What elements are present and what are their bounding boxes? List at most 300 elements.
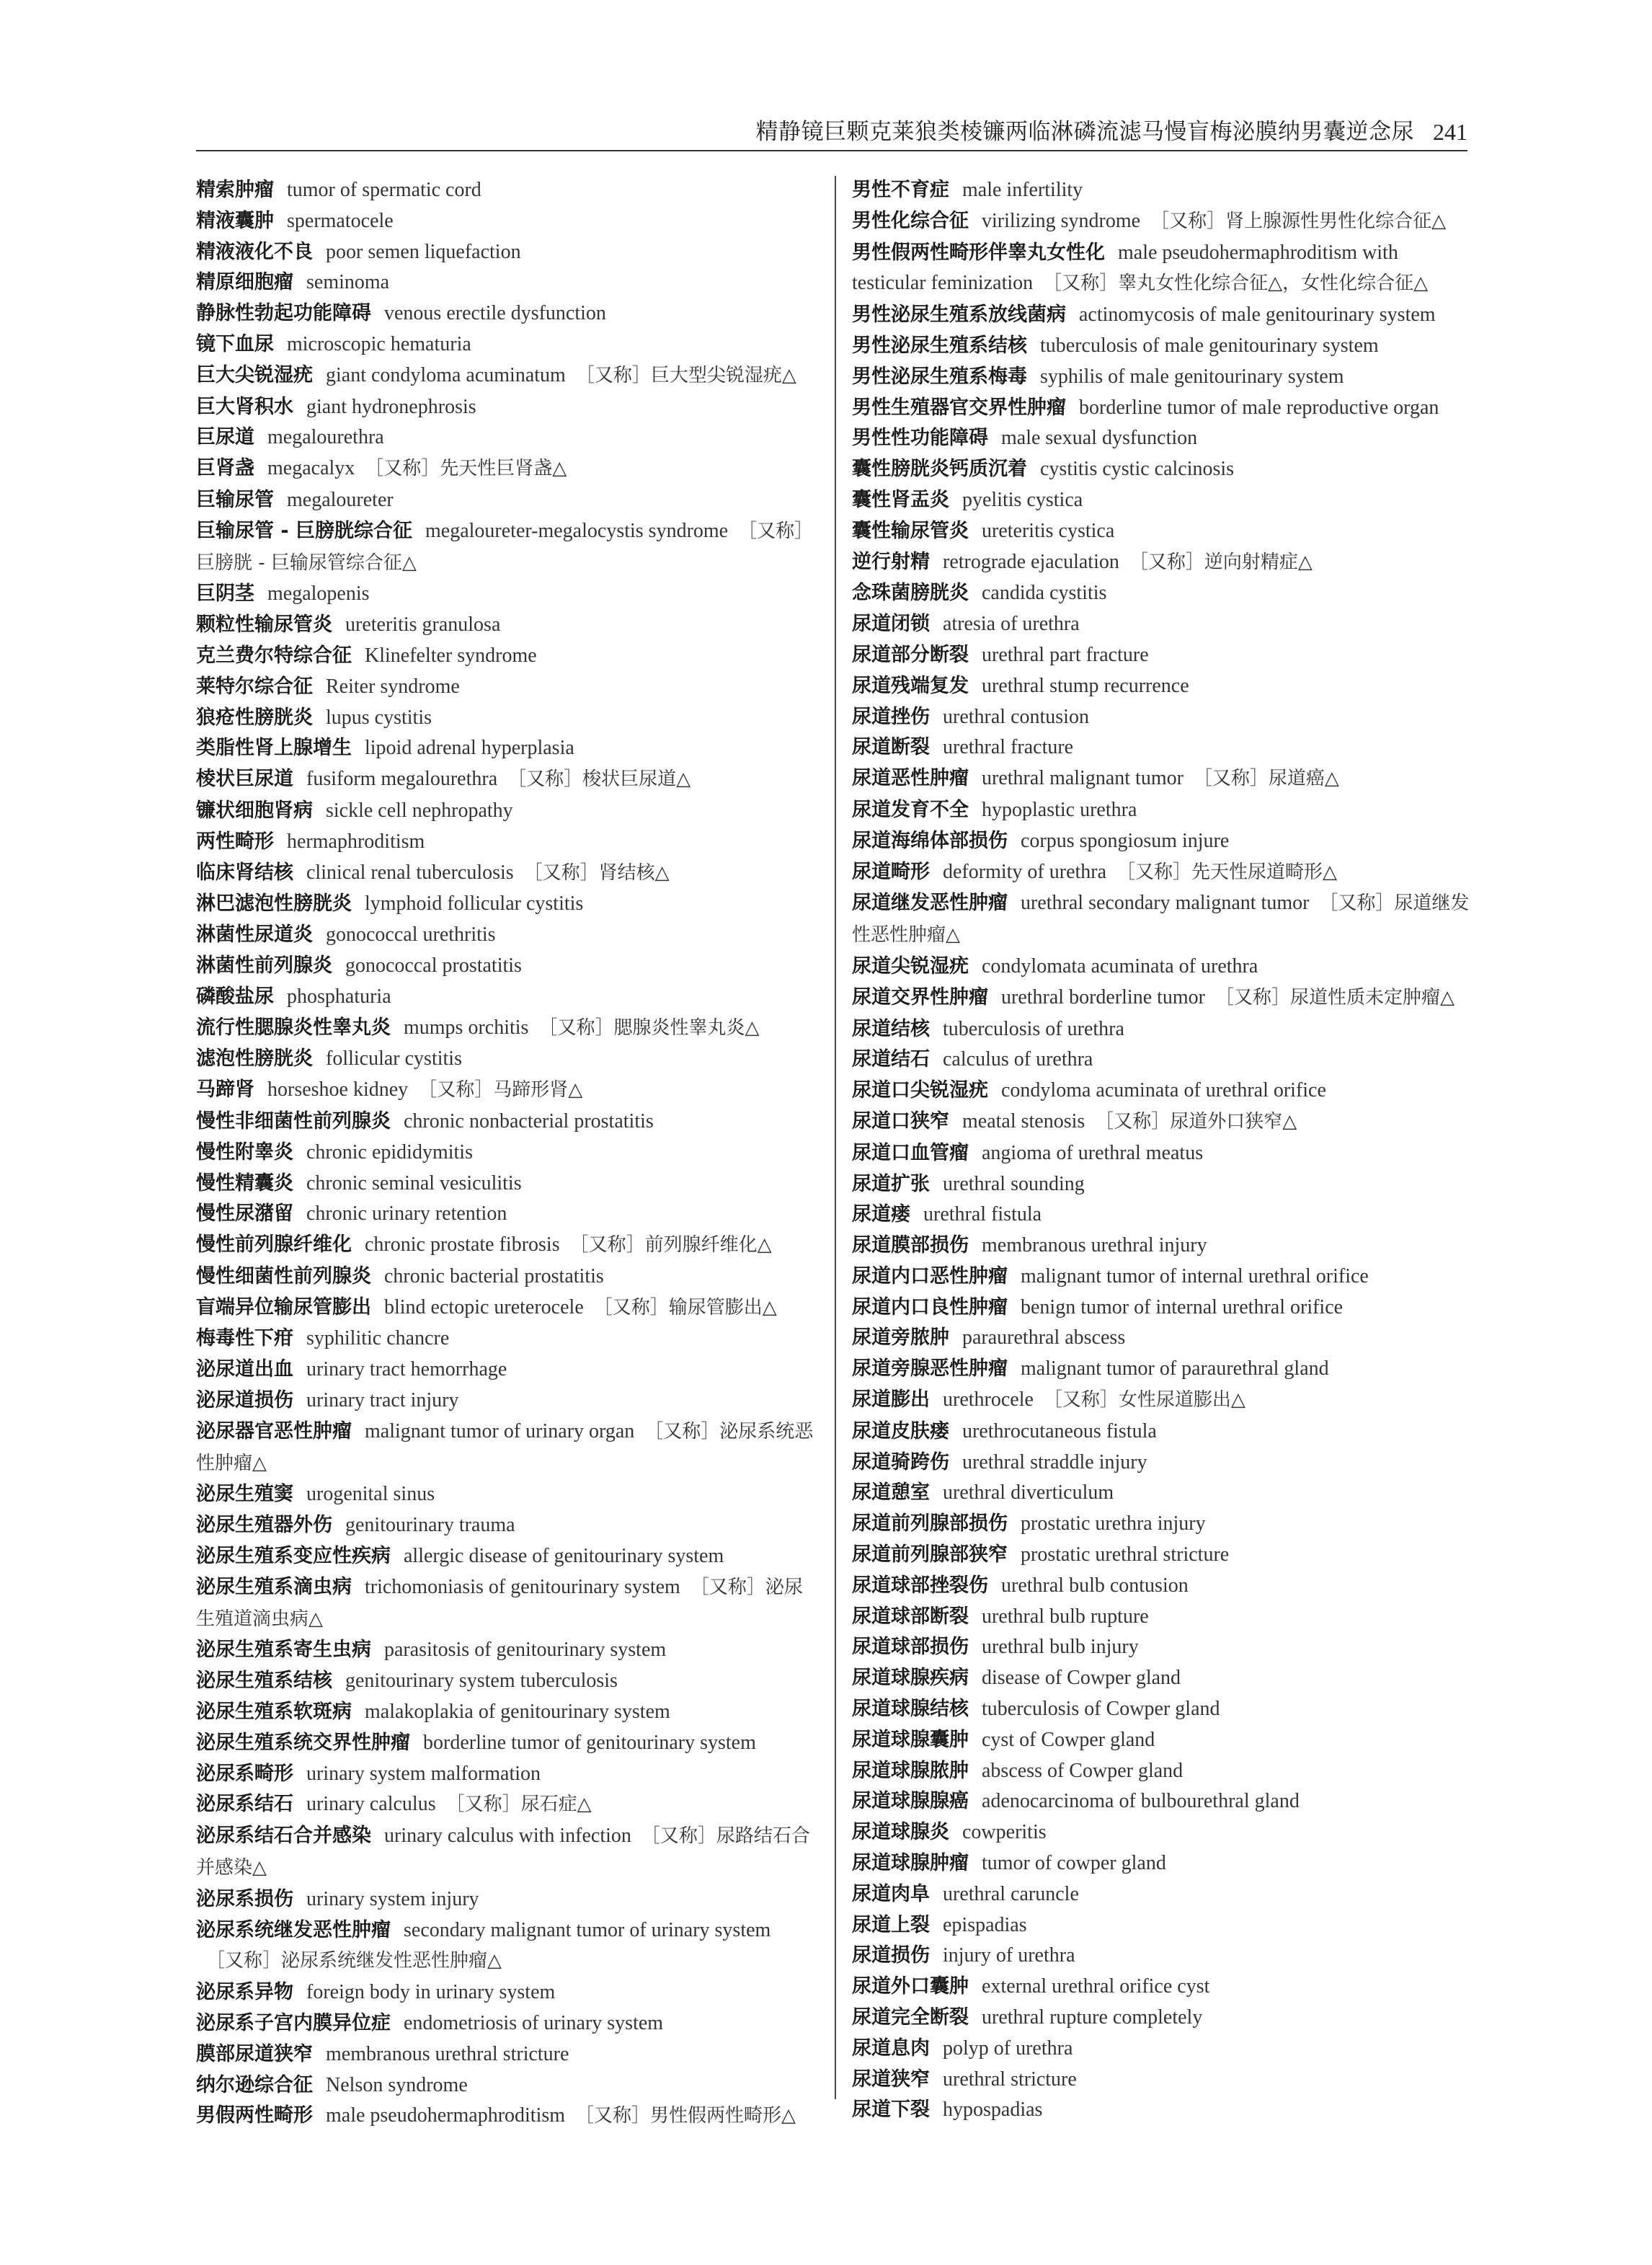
term-chinese: 巨阴茎 — [196, 582, 254, 606]
term-chinese: 淋巴滤泡性膀胱炎 — [196, 892, 352, 916]
term-chinese: 磷酸盐尿 — [196, 985, 274, 1008]
term-synonym: ［又称］输尿管膨出△ — [593, 1296, 777, 1318]
glossary-entry — [196, 1696, 816, 1727]
term-synonym: ［又称］泌尿生殖道滴虫病△ — [196, 1576, 803, 1630]
glossary-entry — [196, 1510, 816, 1541]
glossary-entry — [852, 1416, 1472, 1447]
glossary-entry — [196, 1385, 816, 1416]
term-english: tumor of cowper gland — [982, 1852, 1166, 1875]
term-chinese: 泌尿道损伤 — [196, 1389, 293, 1412]
glossary-entry — [196, 1261, 816, 1292]
term-english: lupus cystitis — [326, 706, 432, 729]
column-divider — [835, 176, 836, 2099]
term-english: phosphaturia — [287, 985, 391, 1008]
glossary-entry — [196, 919, 816, 950]
term-english: urethral stump recurrence — [982, 674, 1189, 697]
glossary-entry — [196, 671, 816, 702]
term-chinese: 泌尿系结石 — [196, 1793, 293, 1816]
term-english: malignant tumor of urinary organ — [365, 1419, 635, 1442]
term-english: genitourinary trauma — [345, 1514, 515, 1537]
term-synonym: ［又称］尿路结石合并感染△ — [196, 1825, 810, 1879]
glossary-entry — [852, 1384, 1472, 1416]
term-english: tumor of spermatic cord — [287, 179, 481, 201]
term-english: venous erectile dysfunction — [384, 302, 606, 325]
glossary-entry — [852, 237, 1472, 300]
term-synonym: ［又称］尿道癌△ — [1193, 768, 1339, 790]
glossary-entry — [196, 1012, 816, 1044]
term-english: Reiter syndrome — [326, 675, 460, 698]
term-english: ureteritis granulosa — [345, 613, 501, 637]
term-english: ureteritis cystica — [982, 519, 1115, 542]
glossary-entry — [196, 515, 816, 579]
term-chinese: 泌尿生殖系变应性疾病 — [196, 1545, 391, 1568]
term-english: angioma of urethral meatus — [982, 1141, 1204, 1164]
term-chinese: 尿道息肉 — [852, 2036, 930, 2060]
glossary-entry — [196, 2008, 816, 2039]
term-chinese: 尿道口血管瘤 — [852, 1141, 969, 1164]
glossary-entry — [852, 1601, 1472, 1632]
term-chinese: 镰状细胞肾病 — [196, 799, 313, 822]
term-chinese: 精原细胞瘤 — [196, 271, 293, 294]
term-english: megacalyx — [267, 457, 355, 480]
term-english: condylomata acuminata of urethra — [982, 954, 1258, 978]
term-english: parasitosis of genitourinary system — [384, 1639, 667, 1662]
term-english: fusiform megalourethra — [306, 768, 498, 791]
term-synonym: ［又称］腮腺炎性睾丸炎△ — [538, 1016, 760, 1039]
glossary-entry — [852, 1014, 1472, 1045]
glossary-entry — [196, 1137, 816, 1168]
glossary-entry — [852, 361, 1472, 392]
term-english: prostatic urethral stricture — [1021, 1543, 1230, 1566]
glossary-entry — [852, 1570, 1472, 1601]
term-synonym: ［又称］肾结核△ — [523, 861, 670, 884]
term-english: external urethral orifice cyst — [982, 1975, 1210, 1998]
glossary-entry — [196, 453, 816, 484]
term-synonym: ［又称］女性尿道膨出△ — [1043, 1389, 1245, 1411]
term-chinese: 莱特尔综合征 — [196, 675, 313, 698]
term-chinese: 男性不育症 — [852, 179, 949, 201]
term-chinese: 克兰费尔特综合征 — [196, 644, 352, 667]
glossary-entry — [852, 1508, 1472, 1539]
term-english: virilizing syndrome — [982, 209, 1141, 232]
glossary-entry — [196, 1416, 816, 1479]
glossary-entry — [852, 608, 1472, 639]
term-synonym: ［又称］尿道继发性恶性肿瘤△ — [852, 892, 1470, 947]
term-english: malignant tumor of internal urethral orifice — [1021, 1264, 1369, 1287]
term-chinese: 囊性肾盂炎 — [852, 488, 949, 511]
term-chinese: 尿道结石 — [852, 1048, 930, 1071]
glossary-entry — [196, 391, 816, 422]
term-english: cowperitis — [962, 1821, 1047, 1844]
glossary-entry — [852, 1971, 1472, 2002]
header-title: 精静镜巨颗克莱狼类棱镰两临淋磷流滤马慢盲梅泌膜纳男囊逆念尿 — [755, 119, 1414, 145]
glossary-entry — [196, 174, 816, 205]
term-english: chronic nonbacterial prostatitis — [404, 1109, 654, 1132]
term-synonym: ［又称］马蹄形肾△ — [418, 1079, 583, 1102]
term-chinese: 尿道球腺囊肿 — [852, 1728, 969, 1751]
term-chinese: 慢性前列腺纤维化 — [196, 1233, 352, 1256]
term-synonym: ［又称］前列腺纤维化△ — [569, 1234, 772, 1256]
glossary-entry — [852, 1292, 1472, 1323]
glossary-entry — [196, 1915, 816, 1977]
glossary-entry — [852, 982, 1472, 1014]
term-english: chronic seminal vesiculitis — [306, 1171, 522, 1194]
term-chinese: 膜部尿道狭窄 — [196, 2042, 313, 2065]
term-chinese: 慢性附睾炎 — [196, 1140, 293, 1163]
term-english: foreign body in urinary system — [306, 1981, 556, 2004]
term-english: urogenital sinus — [306, 1483, 435, 1506]
term-chinese: 男性假两性畸形伴睾丸女性化 — [852, 241, 1105, 264]
term-english: lipoid adrenal hyperplasia — [365, 737, 574, 760]
term-chinese: 尿道扩张 — [852, 1172, 930, 1195]
term-english: urethral fistula — [923, 1203, 1042, 1226]
term-chinese: 泌尿系损伤 — [196, 1887, 293, 1910]
term-synonym: ［又称］巨膀胱 - 巨输尿管综合征△ — [196, 520, 814, 574]
glossary-entry — [852, 2002, 1472, 2033]
term-english: cystitis cystic calcinosis — [1040, 458, 1235, 481]
glossary-entry — [196, 1074, 816, 1106]
term-chinese: 梅毒性下疳 — [196, 1327, 293, 1350]
glossary-entry — [196, 2039, 816, 2070]
term-english: cyst of Cowper gland — [982, 1728, 1155, 1751]
term-chinese: 泌尿系结石合并感染 — [196, 1825, 371, 1848]
term-english: abscess of Cowper gland — [982, 1759, 1184, 1782]
term-english: disease of Cowper gland — [982, 1667, 1181, 1690]
term-chinese: 尿道交界性肿瘤 — [852, 985, 988, 1009]
term-english: adenocarcinoma of bulbourethral gland — [982, 1790, 1300, 1813]
term-synonym: ［又称］先天性尿道畸形△ — [1116, 861, 1338, 883]
term-chinese: 泌尿器官恶性肿瘤 — [196, 1419, 352, 1442]
term-chinese: 纳尔逊综合征 — [196, 2073, 313, 2096]
glossary-entry — [196, 702, 816, 733]
page-number: 241 — [1433, 119, 1467, 145]
glossary-entry — [852, 1879, 1472, 1910]
term-english: deformity of urethra — [943, 860, 1107, 883]
term-chinese: 尿道闭锁 — [852, 613, 930, 636]
term-chinese: 精液液化不良 — [196, 240, 313, 263]
term-english: clinical renal tuberculosis — [306, 861, 514, 884]
term-chinese: 泌尿生殖系滴虫病 — [196, 1575, 352, 1598]
glossary-entry — [852, 174, 1472, 205]
glossary-entry — [196, 1884, 816, 1915]
glossary-entry — [852, 1447, 1472, 1478]
term-english: hypoplastic urethra — [982, 798, 1137, 821]
glossary-entry — [196, 1292, 816, 1324]
term-chinese: 尿道骑跨伤 — [852, 1450, 949, 1473]
glossary-entry — [196, 1727, 816, 1758]
term-chinese: 尿道球部损伤 — [852, 1636, 969, 1659]
term-english: trichomoniasis of genitourinary system — [365, 1575, 680, 1598]
term-chinese: 尿道球部断裂 — [852, 1605, 969, 1628]
term-chinese: 精索肿瘤 — [196, 179, 274, 201]
term-chinese: 男性化综合征 — [852, 209, 969, 232]
term-english: urethral part fracture — [982, 643, 1149, 666]
term-english: blind ectopic ureterocele — [384, 1295, 584, 1318]
term-english: Nelson syndrome — [326, 2073, 468, 2096]
glossary-entry — [852, 1755, 1472, 1786]
term-chinese: 尿道海绵体部损伤 — [852, 829, 1008, 852]
term-chinese: 泌尿系统继发恶性肿瘤 — [196, 1918, 391, 1941]
glossary-entry — [196, 2070, 816, 2101]
term-english: endometriosis of urinary system — [404, 2012, 664, 2035]
term-english: tuberculosis of Cowper gland — [982, 1698, 1220, 1721]
term-chinese: 巨输尿管 — [196, 488, 274, 511]
term-chinese: 尿道挫伤 — [852, 705, 930, 728]
term-english: urethral fracture — [943, 736, 1074, 759]
term-english: gonococcal urethritis — [326, 923, 496, 947]
glossary-entry — [196, 1479, 816, 1510]
right-column — [852, 174, 1472, 2125]
term-english: urinary tract injury — [306, 1389, 459, 1412]
term-chinese: 泌尿生殖窦 — [196, 1483, 293, 1506]
term-chinese: 尿道完全断裂 — [852, 2006, 969, 2029]
term-english: megaloureter — [287, 488, 394, 511]
term-synonym: ［又称］梭状巨尿道△ — [507, 768, 691, 791]
term-chinese: 泌尿系异物 — [196, 1981, 293, 2004]
term-chinese: 尿道上裂 — [852, 1913, 930, 1936]
term-english: urethral straddle injury — [962, 1450, 1147, 1473]
term-chinese: 尿道损伤 — [852, 1944, 930, 1967]
term-english: urethral diverticulum — [943, 1481, 1114, 1504]
glossary-entry — [852, 1353, 1472, 1384]
term-english: hypospadias — [943, 2098, 1043, 2122]
term-english: male pseudohermaphroditism with testicular feminization — [852, 241, 1398, 295]
term-english: megalourethra — [267, 426, 384, 449]
term-chinese: 尿道旁腺恶性肿瘤 — [852, 1357, 1008, 1380]
term-chinese: 尿道尖锐湿疣 — [852, 954, 969, 978]
term-chinese: 尿道发育不全 — [852, 798, 969, 821]
term-english: condyloma acuminata of urethral orifice — [1001, 1079, 1326, 1102]
glossary-entry — [852, 1106, 1472, 1138]
term-chinese: 慢性尿潴留 — [196, 1202, 293, 1225]
term-chinese: 两性畸形 — [196, 830, 274, 853]
term-english: injury of urethra — [943, 1944, 1075, 1967]
glossary-entry — [852, 205, 1472, 237]
glossary-entry — [852, 453, 1472, 484]
glossary-entry — [196, 640, 816, 671]
glossary-entry — [196, 360, 816, 391]
term-english: urethral contusion — [943, 705, 1089, 728]
glossary-entry — [196, 950, 816, 981]
term-english: gonococcal prostatitis — [345, 954, 522, 977]
term-english: membranous urethral stricture — [326, 2042, 569, 2065]
term-chinese: 尿道膜部损伤 — [852, 1234, 969, 1257]
glossary-entry — [852, 887, 1472, 951]
term-chinese: 尿道前列腺部狭窄 — [852, 1543, 1008, 1566]
glossary-entry — [196, 1665, 816, 1696]
term-english: calculus of urethra — [943, 1048, 1093, 1071]
term-english: urinary system injury — [306, 1887, 479, 1910]
glossary-entry — [852, 330, 1472, 361]
glossary-entry — [852, 1322, 1472, 1353]
term-english: urinary tract hemorrhage — [306, 1358, 507, 1381]
term-chinese: 滤泡性膀胱炎 — [196, 1047, 313, 1071]
term-chinese: 泌尿系子宫内膜异位症 — [196, 2012, 391, 2035]
term-chinese: 流行性腮腺炎性睾丸炎 — [196, 1016, 391, 1039]
glossary-entry — [852, 392, 1472, 423]
term-chinese: 慢性非细菌性前列腺炎 — [196, 1109, 391, 1132]
term-chinese: 囊性输尿管炎 — [852, 519, 969, 542]
term-chinese: 尿道憩室 — [852, 1481, 930, 1504]
term-synonym: ［又称］肾上腺源性男性化综合征△ — [1150, 210, 1447, 232]
glossary-entry — [852, 951, 1472, 982]
term-chinese: 慢性细菌性前列腺炎 — [196, 1264, 371, 1287]
term-synonym: ［又称］巨大型尖锐湿疣△ — [575, 364, 796, 386]
term-chinese: 尿道断裂 — [852, 736, 930, 759]
term-chinese: 尿道球腺结核 — [852, 1698, 969, 1721]
term-english: allergic disease of genitourinary system — [404, 1545, 724, 1568]
term-chinese: 尿道球腺炎 — [852, 1821, 949, 1844]
term-chinese: 淋菌性前列腺炎 — [196, 954, 332, 977]
glossary-entry — [852, 1261, 1472, 1292]
term-english: spermatocele — [287, 209, 394, 232]
glossary-entry — [852, 1477, 1472, 1508]
glossary-entry — [196, 857, 816, 889]
term-english: actinomycosis of male genitourinary system — [1079, 303, 1436, 327]
term-chinese: 淋菌性尿道炎 — [196, 923, 313, 947]
glossary-entry — [196, 329, 816, 360]
glossary-entry — [196, 1788, 816, 1820]
glossary-entry — [196, 763, 816, 795]
glossary-entry — [852, 732, 1472, 763]
term-chinese: 尿道球部挫裂伤 — [852, 1574, 988, 1597]
term-chinese: 尿道球腺肿瘤 — [852, 1852, 969, 1875]
term-english: urethral rupture completely — [982, 2006, 1203, 2029]
term-english: giant condyloma acuminatum — [326, 363, 566, 386]
term-chinese: 尿道球腺腺癌 — [852, 1790, 969, 1813]
term-english: microscopic hematuria — [287, 332, 471, 355]
glossary-entry — [196, 578, 816, 609]
glossary-entry — [196, 1820, 816, 1884]
glossary-entry — [852, 422, 1472, 453]
glossary-entry — [852, 1786, 1472, 1817]
term-english: urethrocele — [943, 1388, 1034, 1411]
glossary-entry — [852, 2064, 1472, 2095]
glossary-entry — [196, 826, 816, 857]
glossary-entry — [196, 609, 816, 640]
term-chinese: 男性泌尿生殖系梅毒 — [852, 365, 1027, 388]
term-english: urethral secondary malignant tumor — [1021, 892, 1310, 915]
glossary-entry — [852, 1539, 1472, 1570]
term-chinese: 巨输尿管 - 巨膀胱综合征 — [196, 519, 413, 542]
term-chinese: 巨尿道 — [196, 426, 254, 449]
term-chinese: 巨大肾积水 — [196, 395, 293, 418]
term-chinese: 男性泌尿生殖系结核 — [852, 334, 1027, 357]
term-english: urinary calculus with infection — [384, 1825, 631, 1848]
term-chinese: 尿道前列腺部损伤 — [852, 1512, 1008, 1535]
term-synonym: ［又称］尿石症△ — [445, 1794, 592, 1816]
glossary-entry — [196, 1758, 816, 1789]
term-chinese: 泌尿道出血 — [196, 1358, 293, 1381]
term-english: hermaphroditism — [287, 830, 425, 853]
term-english: chronic urinary retention — [306, 1202, 507, 1225]
glossary-entry — [196, 267, 816, 298]
glossary-entry — [196, 484, 816, 515]
glossary-entry — [852, 299, 1472, 330]
term-chinese: 类脂性肾上腺增生 — [196, 737, 352, 760]
term-english: megalopenis — [267, 582, 370, 606]
glossary-entry — [196, 298, 816, 329]
term-chinese: 棱状巨尿道 — [196, 768, 293, 791]
glossary-entry — [196, 1634, 816, 1665]
term-english: male pseudohermaphroditism — [326, 2104, 566, 2127]
term-english: secondary malignant tumor of urinary system — [404, 1918, 771, 1941]
glossary-entry — [196, 1354, 816, 1385]
glossary-entry — [852, 1724, 1472, 1755]
term-chinese: 尿道球腺脓肿 — [852, 1759, 969, 1782]
term-chinese: 尿道口狭窄 — [852, 1109, 949, 1132]
glossary-entry — [852, 1662, 1472, 1693]
term-chinese: 精液囊肿 — [196, 209, 274, 232]
term-english: membranous urethral injury — [982, 1234, 1207, 1257]
term-chinese: 镜下血尿 — [196, 332, 274, 355]
term-english: epispadias — [943, 1913, 1027, 1936]
glossary-entry — [196, 888, 816, 919]
term-english: polyp of urethra — [943, 2036, 1073, 2060]
term-chinese: 尿道外口囊肿 — [852, 1975, 969, 1998]
term-english: urethral malignant tumor — [982, 767, 1184, 790]
term-chinese: 泌尿生殖系寄生虫病 — [196, 1639, 371, 1662]
term-chinese: 泌尿生殖系统交界性肿瘤 — [196, 1731, 410, 1754]
term-chinese: 男假两性畸形 — [196, 2104, 313, 2127]
glossary-entry — [196, 1323, 816, 1354]
glossary-entry — [852, 1817, 1472, 1848]
glossary-entry — [852, 515, 1472, 546]
term-chinese: 巨大尖锐湿疣 — [196, 363, 313, 386]
glossary-entry — [196, 1229, 816, 1261]
term-english: syphilis of male genitourinary system — [1040, 365, 1344, 388]
glossary-entry — [852, 794, 1472, 825]
glossary-entry — [852, 701, 1472, 732]
term-chinese: 尿道膨出 — [852, 1388, 930, 1411]
term-chinese: 尿道残端复发 — [852, 674, 969, 697]
glossary-entry — [196, 236, 816, 267]
term-chinese: 男性泌尿生殖系放线菌病 — [852, 303, 1066, 327]
term-english: meatal stenosis — [962, 1109, 1085, 1132]
term-chinese: 尿道瘘 — [852, 1203, 910, 1226]
term-english: mumps orchitis — [404, 1016, 529, 1039]
term-synonym: ［又称］尿道性质未定肿瘤△ — [1215, 986, 1455, 1009]
glossary-entry — [852, 1169, 1472, 1200]
term-synonym: ［又称］先天性巨肾盏△ — [365, 458, 567, 480]
term-english: corpus spongiosum injure — [1021, 829, 1230, 852]
glossary-entry — [196, 732, 816, 763]
term-chinese: 尿道内口良性肿瘤 — [852, 1295, 1008, 1318]
glossary-entry — [196, 981, 816, 1012]
glossary-entry — [852, 2094, 1472, 2125]
term-english: lymphoid follicular cystitis — [365, 892, 584, 916]
term-english: urinary calculus — [306, 1793, 436, 1816]
term-english: megaloureter-megalocystis syndrome — [425, 519, 729, 542]
term-chinese: 临床肾结核 — [196, 861, 293, 884]
term-english: urethral borderline tumor — [1001, 985, 1206, 1009]
term-chinese: 马蹄肾 — [196, 1078, 254, 1102]
term-synonym: ［又称］逆向射精症△ — [1129, 551, 1313, 573]
glossary-entry — [852, 1910, 1472, 1941]
term-chinese: 慢性精囊炎 — [196, 1171, 293, 1194]
term-chinese: 静脉性勃起功能障碍 — [196, 302, 371, 325]
term-english: seminoma — [306, 271, 390, 294]
term-chinese: 尿道肉阜 — [852, 1882, 930, 1905]
glossary-entry — [196, 205, 816, 236]
term-chinese: 尿道球腺疾病 — [852, 1667, 969, 1690]
glossary-entry — [196, 1168, 816, 1199]
term-synonym: ［又称］睾丸女性化综合征△，女性化综合征△ — [1043, 272, 1429, 295]
term-english: urethral bulb rupture — [982, 1605, 1149, 1628]
glossary-entry — [852, 1631, 1472, 1662]
glossary-entry — [852, 1940, 1472, 1971]
term-synonym: ［又称］尿道外口狭窄△ — [1095, 1110, 1297, 1132]
